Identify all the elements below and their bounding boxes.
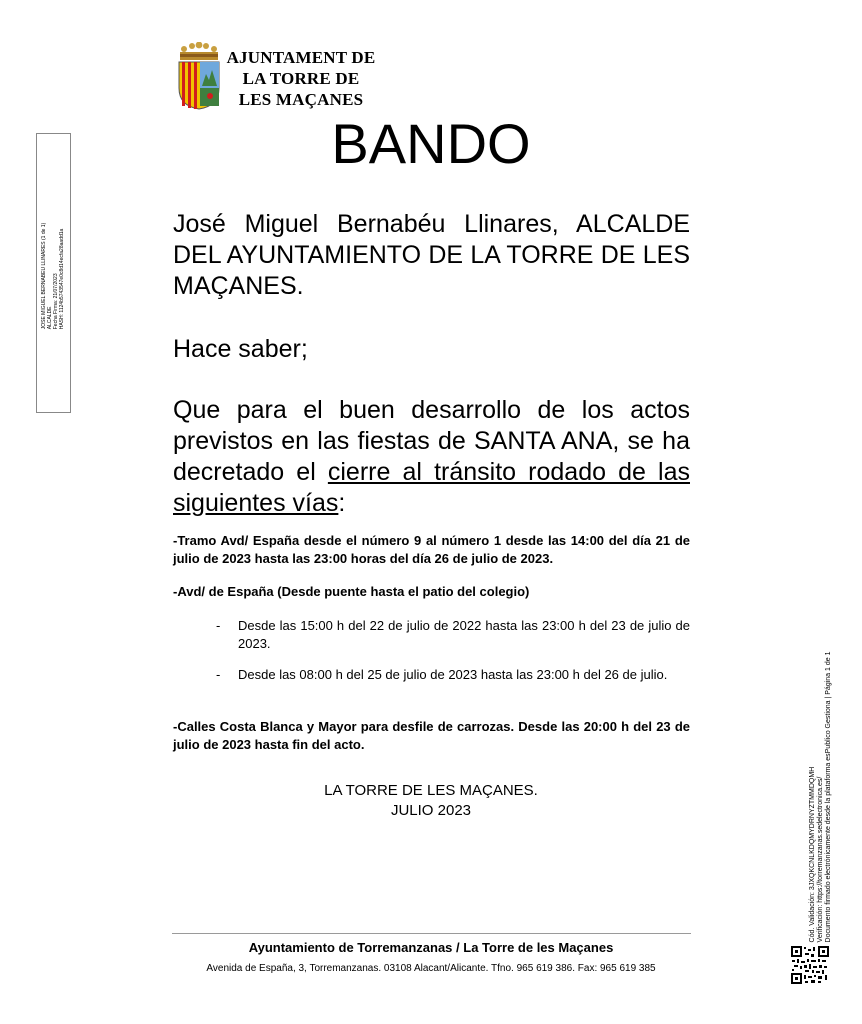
org-name-line-2: LA TORRE DE xyxy=(242,69,360,88)
decree-text: Que para el buen desarrollo de los actos previstos en las fiestas de SANTA ANA, se ha decretado el xyxy=(173,396,690,486)
qr-code[interactable] xyxy=(791,946,829,984)
signature-hash: HASH: 1124b5743547e0c8d14ecfa28aadd1a xyxy=(59,228,65,330)
decree-colon: : xyxy=(338,489,346,517)
avd-item: -Avd/ de España (Desde puente hasta el patio del colegio) xyxy=(173,584,530,599)
closing-date: JULIO 2023 xyxy=(390,802,472,819)
closing-place: LA TORRE DE LES MAÇANES. xyxy=(324,782,538,799)
tramo-item: -Tramo Avd/ España desde el número 9 al número 1 desde las 14:00 del día 21 de julio de 2023 hasta las 23:00 horas del día 26 de julio de 2023. xyxy=(173,533,690,566)
decree-underlined: cierre al tránsito rodado de las siguientes vías xyxy=(173,458,690,517)
signature-role: ALCALDE xyxy=(47,306,53,330)
mayor-statement: José Miguel Bernabéu Llinares, ALCALDE DEL AYUNTAMIENTO DE LA TORRE DE LES MAÇANES. xyxy=(173,210,690,300)
signature-date: Fecha Firma: 21/07/2023 xyxy=(53,273,59,330)
coat-of-arms-logo xyxy=(176,42,222,110)
verification-note: Documento firmado electrónicamente desde la plataforma esPublico Gestiona | Página 1 de 1 xyxy=(825,651,832,943)
verification-code: Cód. Validación: 3JXQKCNLKDQMYDRNYZTMMDQMH xyxy=(809,766,816,943)
bullet-item-2: Desde las 08:00 h del 25 de julio de 2023 hasta las 23:00 h del 26 de julio. xyxy=(238,667,668,682)
org-name-line-1: AJUNTAMENT DE xyxy=(226,48,376,67)
footer-address: Avenida de España, 3, Torremanzanas. 03108 Alacant/Alicante. Tfno. 965 619 386. Fax: 965 619 385 xyxy=(206,963,656,974)
bullet-dash-2: - xyxy=(216,667,221,682)
footer-divider xyxy=(172,933,691,934)
org-name-line-3: LES MAÇANES xyxy=(238,90,364,109)
verification-url: Verificación: https://torremanzanas.sedelectronica.es/ xyxy=(817,776,824,943)
footer-title: Ayuntamiento de Torremanzanas / La Torre de les Maçanes xyxy=(248,940,614,955)
bullet-item-1: Desde las 15:00 h del 22 de julio de 2022 hasta las 23:00 h del 23 de julio de 2023. xyxy=(238,618,690,651)
signature-signer: JOSE MIGUEL BERNABEU LLINARES (1 de 1) xyxy=(41,222,47,330)
decree-paragraph xyxy=(173,395,690,519)
bullet-dash-1: - xyxy=(216,618,221,633)
document-title: BANDO xyxy=(331,112,531,175)
hace-saber: Hace saber; xyxy=(173,335,308,363)
calles-item: -Calles Costa Blanca y Mayor para desfile de carrozas. Desde las 20:00 h del 23 de julio de 2023 hasta fin del acto. xyxy=(173,719,690,752)
